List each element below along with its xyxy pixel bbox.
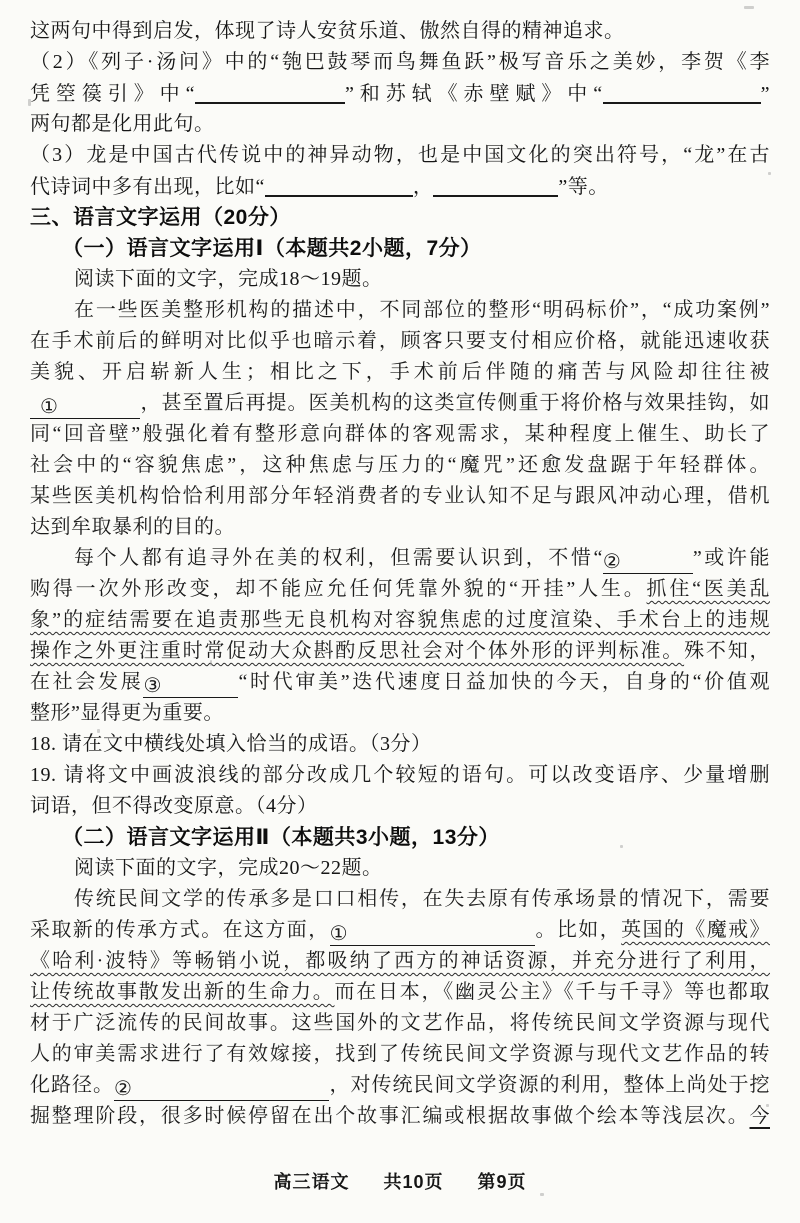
passage1-line xyxy=(30,512,770,543)
scan-artifact xyxy=(768,172,771,175)
text-segment: 殊不知， xyxy=(684,640,770,662)
text-segment: 而在日本，《幽灵公主》《千与千寻》等也都取 xyxy=(334,981,770,1003)
text-segment: 阅读下面的文字，完成18～19题。 xyxy=(74,268,383,290)
text-segment: （3）龙是中国古代传说中的神异动物，也是中国文化的突出符号，“龙”在古 xyxy=(30,144,770,166)
passage1-line xyxy=(30,574,770,605)
passage1-line xyxy=(30,326,770,357)
text-segment: 在手术前后的鲜明对比似乎也暗示着，顾客只要支付相应价格，就能迅速收获 xyxy=(30,330,770,352)
text-segment: 代诗词中多有出现，比如“ xyxy=(30,176,265,198)
scan-artifact xyxy=(28,99,31,106)
subsection-1-heading xyxy=(30,233,770,264)
line-q3-stem xyxy=(30,140,770,171)
text-segment: ” xyxy=(760,83,770,105)
passage1-line xyxy=(30,667,770,698)
underlined-text-segment: 让传统故事散发出新的生命力。 xyxy=(30,981,335,1003)
text-segment: 这两句中得到启发，体现了诗人安贫乐道、傲然自得的精神追求。 xyxy=(30,20,625,42)
text-segment: 人的审美需求进行了有效嫁接，找到了传统民间文学资源与现代文艺作品的转 xyxy=(30,1043,770,1065)
scan-artifact xyxy=(620,845,623,848)
text-segment: 掘整理阶段，很多时候停留在出个故事汇编或根据故事做个绘本等浅层次。 xyxy=(30,1105,750,1127)
passage2-line-wavy xyxy=(30,977,770,1008)
reading-instruction-2 xyxy=(30,853,770,884)
question-18 xyxy=(30,729,770,760)
text-segment: 同“回音壁”般强化着有整形意向群体的客观需求，某种程度上催生、助长了 xyxy=(30,423,770,445)
text-segment: 18. 请在文中横线处填入恰当的成语。（3分） xyxy=(30,733,432,755)
text-segment: ”或许能 xyxy=(692,547,770,569)
text-segment: 三、语言文字运用（20分） xyxy=(30,206,291,229)
answer-blank xyxy=(195,78,345,104)
passage2-line xyxy=(30,1008,770,1039)
text-segment: 某些医美机构恰恰利用部分年轻消费者的专业认知不足与跟风冲动心理，借机 xyxy=(30,485,770,507)
text-segment: 19. 请将文中画波浪线的部分改成几个较短的语句。可以改变语序、少量增删 xyxy=(30,764,770,786)
passage1-line xyxy=(30,295,770,326)
line-q2-stem xyxy=(30,47,770,78)
passage1-line xyxy=(30,419,770,450)
passage2-line xyxy=(30,1039,770,1070)
passage2-line xyxy=(30,884,770,915)
scan-artifact xyxy=(97,729,100,733)
passage1-line xyxy=(30,698,770,729)
footer-page-number: 第9页 xyxy=(477,1172,527,1192)
scan-artifact xyxy=(766,1104,769,1107)
text-segment: 两句都是化用此句。 xyxy=(30,113,215,135)
passage1-line-wavy xyxy=(30,636,770,667)
underlined-text-segment: 今 xyxy=(749,1105,770,1127)
text-segment: 美貌、开启崭新人生；相比之下，手术前后伴随的痛苦与风险却往往被 xyxy=(30,361,770,383)
text-segment: 传统民间文学的传承多是口口相传，在失去原有传承场景的情况下，需要 xyxy=(74,888,770,910)
scan-artifact xyxy=(540,1193,544,1196)
footer-total-pages: 共10页 xyxy=(383,1172,444,1192)
page-footer xyxy=(0,1168,800,1194)
question-19 xyxy=(30,760,770,791)
text-segment: 材于广泛流传的民间故事。这些国外的文艺作品，将传统民间文学资源与现代 xyxy=(30,1012,770,1034)
text-segment: ，对传统民间文学资源的利用，整体上尚处于挖 xyxy=(329,1074,770,1096)
blank-2: ② xyxy=(603,549,693,574)
passage2-line xyxy=(30,1070,770,1101)
passage1-line xyxy=(30,481,770,512)
line-completion-2-intro-tail xyxy=(30,16,770,47)
text-segment: （一）语言文字运用Ⅰ（本题共2小题，7分） xyxy=(62,237,482,260)
passage2-line-wavy xyxy=(30,946,770,977)
text-segment: 在社会发展 xyxy=(30,671,144,693)
passage1-line xyxy=(30,357,770,388)
text-segment: 每个人都有追寻外在美的权利，但需要认识到，不惜“ xyxy=(74,547,603,569)
scan-artifact xyxy=(210,660,212,666)
passage1-line xyxy=(30,450,770,481)
passage2-line xyxy=(30,915,770,946)
reading-instruction-1 xyxy=(30,264,770,295)
text-segment: （二）语言文字运用Ⅱ（本题共3小题，13分） xyxy=(62,826,500,849)
text-segment: （2）《列子·汤问》中的“匏巴鼓琴而鸟舞鱼跃”极写音乐之美妙，李贺《李 xyxy=(30,51,770,73)
footer-course: 高三语文 xyxy=(273,1172,350,1192)
question-19-tail xyxy=(30,791,770,822)
passage1-line xyxy=(30,543,770,574)
text-segment: 词语，但不得改变原意。（4分） xyxy=(30,795,318,817)
blank-p2-2: ② xyxy=(114,1076,329,1101)
subsection-2-heading xyxy=(30,822,770,853)
text-segment: ， xyxy=(412,176,434,198)
underlined-text-segment: 《哈利·波特》等畅销小说，都吸纳了西方的神话资源，并充分进行了利用， xyxy=(30,950,770,972)
passage1-line xyxy=(30,388,770,419)
text-segment: ”和苏轼《赤壁赋》中“ xyxy=(344,83,603,105)
blank-3: ③ xyxy=(143,673,238,698)
text-segment: 采取新的传承方式。在这方面， xyxy=(30,919,330,941)
text-segment: 在一些医美整形机构的描述中，不同部位的整形“明码标价”，“成功案例” xyxy=(74,299,770,321)
blank-1: ① xyxy=(30,394,140,419)
answer-blank xyxy=(265,171,413,197)
answer-blank xyxy=(433,171,558,197)
text-segment: “时代审美”迭代速度日益加快的今天，自身的“价值观 xyxy=(238,671,770,693)
scan-artifact xyxy=(744,6,754,9)
text-segment: 凭箜篌引》中“ xyxy=(30,83,195,105)
text-segment: 社会中的“容貌焦虑”，这种焦虑与压力的“魔咒”还愈发盘踞于年轻群体。 xyxy=(30,454,770,476)
text-segment: 化路径。 xyxy=(30,1074,114,1096)
text-segment: 。比如， xyxy=(534,919,622,941)
text-segment: 阅读下面的文字，完成20～22题。 xyxy=(74,857,383,879)
line-q2-blanks xyxy=(30,78,770,109)
text-segment: 整形”显得更为重要。 xyxy=(30,702,224,724)
answer-blank xyxy=(603,78,761,104)
line-q3-blanks xyxy=(30,171,770,202)
text-segment: ”等。 xyxy=(558,176,609,198)
underlined-text-segment: 象”的症结需要在追责那些无良机构对容貌焦虑的过度渲染、手术台上的违规 xyxy=(30,609,770,631)
underlined-text-segment: 操作之外更注重时常促动大众斟酌反思社会对个体外形的评判标准。 xyxy=(30,640,685,662)
underlined-text-segment: 抓住“医美乱 xyxy=(646,578,770,600)
blank-p2-1: ① xyxy=(330,921,535,946)
passage1-line-wavy xyxy=(30,605,770,636)
passage2-line xyxy=(30,1101,770,1132)
underlined-text-segment: 英国的《魔戒》 xyxy=(621,919,770,941)
document-body xyxy=(30,16,770,1132)
text-segment: 购得一次外形改变，却不能应允任何凭靠外貌的“开挂”人生。 xyxy=(30,578,647,600)
section-3-heading xyxy=(30,202,770,233)
text-segment: ，甚至置后再提。医美机构的这类宣传侧重于将价格与效果挂钩，如 xyxy=(140,392,770,414)
text-segment: 达到牟取暴利的目的。 xyxy=(30,516,235,538)
line-q2-tail xyxy=(30,109,770,140)
